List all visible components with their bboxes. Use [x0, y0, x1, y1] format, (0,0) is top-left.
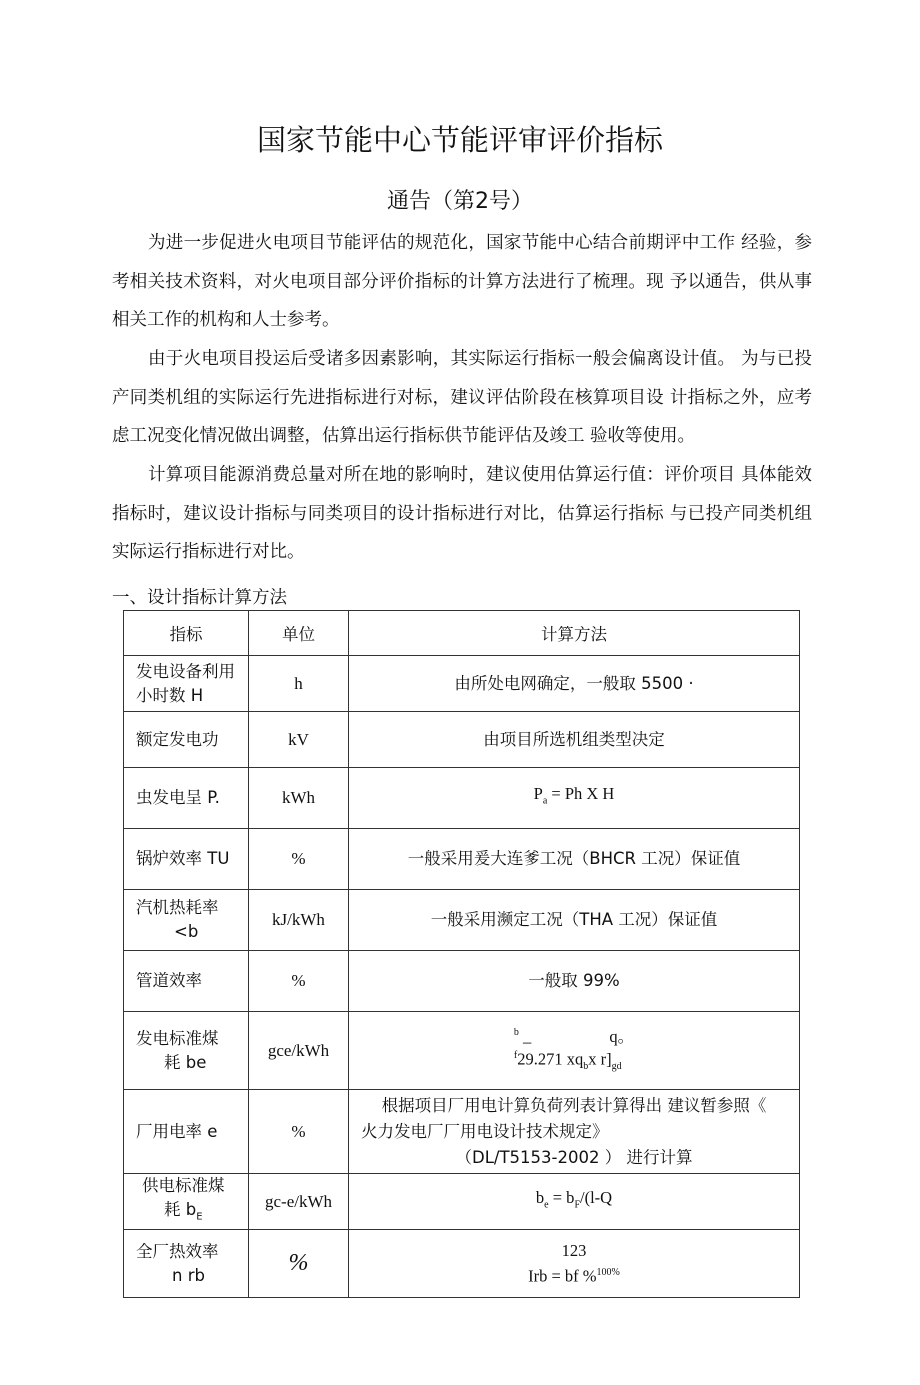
method-cell: 由项目所选机组类型决定 — [349, 712, 800, 768]
indicator-cell — [124, 1230, 249, 1298]
coal-formula — [514, 1024, 634, 1076]
method-cell — [349, 1230, 800, 1298]
method-cell — [349, 1012, 800, 1090]
method-cell: 由所处电网确定，一般取 5500 · — [349, 656, 800, 712]
header-method: 计算方法 — [349, 611, 800, 656]
unit-cell: % — [249, 951, 349, 1012]
table-row — [124, 1174, 800, 1230]
unit-cell: kJ/kWh — [249, 890, 349, 951]
method-line: 火力发电厂厂用电设计技术规定》 — [361, 1121, 609, 1141]
formula-sub-gd: gd — [611, 1060, 622, 1072]
document-title: 国家节能中心节能评审评价指标 — [256, 123, 663, 157]
formula-main: 29.271 xq — [517, 1049, 584, 1069]
indicator-cell: 厂用电率 e — [124, 1090, 249, 1174]
indicator-cell — [124, 890, 249, 951]
formula-sup: 100% — [596, 1267, 620, 1279]
method-line: Irb = bf % — [528, 1266, 597, 1286]
formula-b: b — [535, 1188, 545, 1207]
table-row — [124, 890, 800, 951]
table-row — [124, 951, 800, 1012]
indicator-cell: 虫发电呈 P. — [124, 768, 249, 829]
table-row — [124, 768, 800, 829]
formula-eq: = b — [548, 1188, 575, 1207]
formula-sub-f: F — [574, 1199, 580, 1211]
method-cell — [349, 1090, 800, 1174]
section-heading: 一、设计指标计算方法 — [112, 588, 287, 608]
unit-cell: kV — [249, 712, 349, 768]
indicator-cell — [124, 1012, 249, 1090]
unit-cell: h — [249, 656, 349, 712]
indicator-sub: E — [196, 1211, 203, 1223]
indicator-table — [123, 610, 800, 1298]
unit-cell: gc-e/kWh — [249, 1174, 349, 1230]
paragraph-1: 为进一步促进火电项目节能评估的规范化，国家节能中心结合前期评中工作 经验，参考相关技术资料，对火电项目部分评价指标的计算方法进行了梳理。现 予以通告，供从事相关工作的机构和人士参考。 — [112, 233, 812, 330]
method-cell — [349, 768, 800, 829]
indicator-line: <b — [174, 922, 199, 941]
paragraph-2: 由于火电项目投运后受诸多因素影响，其实际运行指标一般会偏离设计值。 为与已投产同类机组的实际运行先进指标进行对标，建议评估阶段在核算项目设 计指标之外，应考虑工况变化情况做出调整，估算出运行指标供节能评估及竣工 验收等使用。 — [112, 349, 812, 446]
method-line: （DL/T5153-2002 ） 进行计算 — [455, 1147, 693, 1167]
table-row — [124, 656, 800, 712]
method-cell — [349, 1174, 800, 1230]
indicator-cell: 管道效率 — [124, 951, 249, 1012]
unit-cell — [249, 1230, 349, 1298]
method-line: 123 — [561, 1241, 587, 1261]
paragraph-3: 计算项目能源消费总量对所在地的影响时，建议使用估算运行值：评价项目 具体能效指标时，建议设计指标与同类项目的设计指标进行对比，估算运行指标 与已投产同类机组实际运行指标进行对比。 — [112, 465, 812, 562]
formula-sub-e: e — [544, 1199, 549, 1211]
formula-sub: a — [542, 795, 548, 807]
method-cell: 一般取 99% — [349, 951, 800, 1012]
indicator-line: 耗 be — [164, 1052, 207, 1072]
header-unit: 单位 — [249, 611, 349, 656]
table-row — [124, 1012, 800, 1090]
method-cell: 一般采用濒定工况（THA 工况）保证值 — [349, 890, 800, 951]
indicator-line: 耗 b — [164, 1200, 197, 1219]
formula-dash: _ — [523, 1026, 532, 1046]
unit-cell: % — [249, 1090, 349, 1174]
formula-sup-b: b — [513, 1027, 519, 1039]
header-indicator: 指标 — [124, 611, 249, 656]
unit-value: % — [288, 1250, 309, 1277]
indicator-cell: 额定发电功 — [124, 712, 249, 768]
table-row — [124, 712, 800, 768]
method-line: 根据项目厂用电计算负荷列表计算得出 建议暂参照《 — [381, 1095, 767, 1115]
formula-q: q。 — [609, 1026, 635, 1046]
indicator-cell — [124, 1174, 249, 1230]
unit-cell: gce/kWh — [249, 1012, 349, 1090]
unit-cell: kWh — [249, 768, 349, 829]
indicator-line: 供电标准煤 — [142, 1176, 225, 1195]
method-cell: 一般采用爰大连爹工况（BHCR 工况）保证值 — [349, 829, 800, 890]
unit-cell: % — [249, 829, 349, 890]
indicator-line: 全厂热效率 — [136, 1241, 219, 1261]
indicator-cell: 发电设备利用小时数 H — [124, 656, 249, 712]
indicator-line: 汽机热耗率 — [136, 898, 219, 917]
formula-rest: /(l-Q — [580, 1188, 613, 1207]
formula-sub-b: b — [583, 1060, 589, 1072]
table-header-row — [124, 611, 800, 656]
formula-f: f — [513, 1049, 518, 1061]
formula-p: P — [533, 784, 543, 804]
indicator-line: 发电标准煤 — [136, 1028, 219, 1048]
table-row — [124, 1090, 800, 1174]
indicator-line: n rb — [172, 1265, 205, 1285]
indicator-cell: 锅炉效率 TU — [124, 829, 249, 890]
formula-x: x r] — [588, 1049, 612, 1069]
formula-rest: = Ph X H — [547, 784, 615, 804]
table-row — [124, 1230, 800, 1298]
document-subtitle: 通告（第2号） — [387, 189, 533, 214]
table-row — [124, 829, 800, 890]
